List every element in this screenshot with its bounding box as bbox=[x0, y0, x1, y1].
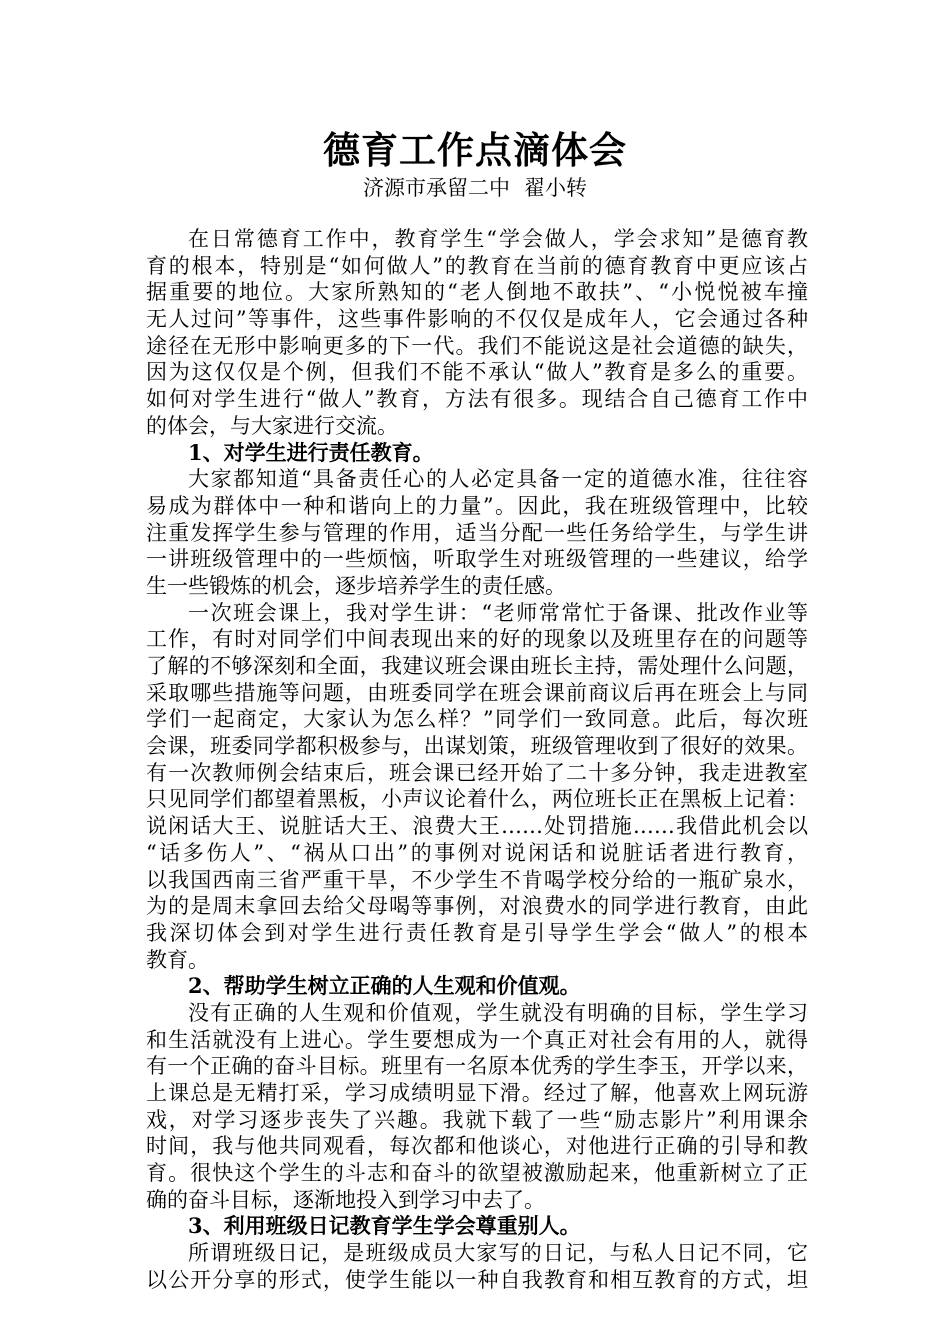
author-line bbox=[0, 174, 950, 202]
body-line: 如何对学生进行“做人”教育，方法有很多。现结合自己德育工作中 bbox=[146, 387, 808, 412]
body-line: “话多伤人”、“祸从口出”的事例对说闲话和说脏话者进行教育， bbox=[146, 840, 808, 865]
paragraph-first-line: 大家都知道“具备责任心的人必定具备一定的道德水准，往往容 bbox=[188, 467, 808, 492]
body-line: 无人过问”等事件，这些事件影响的不仅仅是成年人，它会通过各种 bbox=[146, 307, 808, 332]
body-line: 途径在无形中影响更多的下一代。我们不能说这是社会道德的缺失， bbox=[146, 333, 808, 358]
body-line: 有一个正确的奋斗目标。班里有一名原本优秀的学生李玉，开学以来， bbox=[146, 1054, 808, 1079]
body-line: 了解的不够深刻和全面，我建议班会课由班长主持，需处理什么问题， bbox=[146, 654, 808, 678]
body-line: 一讲班级管理中的一些烦恼，听取学生对班级管理的一些建议，给学 bbox=[146, 547, 808, 572]
body-line: 因为这仅仅是个例，但我们不能不承认“做人”教育是多么的重要。 bbox=[146, 360, 808, 385]
paragraph-first-line: 一次班会课上，我对学生讲：“老师常常忙于备课、批改作业等 bbox=[188, 600, 808, 625]
body-line: 易成为群体中一种和谐向上的力量”。因此，我在班级管理中，比较 bbox=[146, 493, 808, 518]
body-line: 据重要的地位。大家所熟知的“老人倒地不敢扶”、“小悦悦被车撞 bbox=[146, 280, 808, 305]
paragraph-last-line: 教育。 bbox=[146, 947, 209, 972]
section-heading: 2、帮助学生树立正确的人生观和价值观。 bbox=[188, 973, 581, 999]
body-line: 以我国西南三省严重干旱，不少学生不肯喝学校分给的一瓶矿泉水， bbox=[146, 867, 808, 892]
body-line: 工作，有时对同学们中间表现出来的好的现象以及班里存在的问题等 bbox=[146, 627, 808, 652]
body-line: 采取哪些措施等问题，由班委同学在班会课前商议后再在班会上与同 bbox=[146, 680, 808, 705]
paragraph-last-line: 生一些锻炼的机会，逐步培养学生的责任感。 bbox=[146, 573, 566, 598]
section-heading: 1、对学生进行责任教育。 bbox=[188, 439, 434, 465]
body-line: 注重发挥学生参与管理的作用，适当分配一些任务给学生，与学生讲 bbox=[146, 520, 808, 545]
body-line: 育的根本，特别是“如何做人”的教育在当前的德育教育中更应该占 bbox=[146, 253, 808, 278]
section-heading: 3、利用班级日记教育学生学会尊重别人。 bbox=[188, 1213, 581, 1239]
body-line: 有一次教师例会结束后，班会课已经开始了二十多分钟，我走进教室 bbox=[146, 760, 808, 785]
body-line: 我深切体会到对学生进行责任教育是引导学生学会“做人”的根本 bbox=[146, 920, 808, 945]
paragraph-last-line: 的体会，与大家进行交流。 bbox=[146, 413, 398, 438]
document-body bbox=[146, 226, 808, 1294]
author-name: 翟小转 bbox=[524, 176, 587, 200]
body-line: 学们一起商定，大家认为怎么样？”同学们一致同意。此后，每次班 bbox=[146, 707, 808, 732]
body-line: 上课总是无精打采，学习成绩明显下滑。经过了解，他喜欢上网玩游 bbox=[146, 1081, 808, 1105]
paragraph-first-line: 所谓班级日记，是班级成员大家写的日记，与私人日记不同，它 bbox=[188, 1241, 808, 1266]
body-line: 为的是周末拿回去给父母喝等事例，对浪费水的同学进行教育，由此 bbox=[146, 894, 808, 919]
body-line: 时间，我与他共同观看，每次都和他谈心，对他进行正确的引导和教 bbox=[146, 1134, 808, 1159]
paragraph-first-line: 在日常德育工作中，教育学生“学会做人，学会求知”是德育教 bbox=[188, 227, 808, 251]
author-school: 济源市承留二中 bbox=[363, 176, 510, 200]
paragraph-last-line: 确的奋斗目标，逐渐地投入到学习中去了。 bbox=[146, 1187, 545, 1212]
body-line: 育。很快这个学生的斗志和奋斗的欲望被激励起来，他重新树立了正 bbox=[146, 1161, 808, 1186]
body-line: 说闲话大王、说脏话大王、浪费大王……处罚措施……我借此机会以 bbox=[146, 814, 808, 839]
body-line: 会课，班委同学都积极参与，出谋划策，班级管理收到了很好的效果。 bbox=[146, 734, 808, 759]
body-line: 只见同学们都望着黑板，小声议论着什么，两位班长正在黑板上记着： bbox=[146, 787, 808, 812]
body-line: 戏，对学习逐步丧失了兴趣。我就下载了一些“励志影片”利用课余 bbox=[146, 1107, 808, 1132]
paragraph-first-line: 没有正确的人生观和价值观，学生就没有明确的目标，学生学习 bbox=[188, 1000, 808, 1025]
body-line: 和生活就没有上进心。学生要想成为一个真正对社会有用的人，就得 bbox=[146, 1027, 808, 1052]
document-title: 德育工作点滴体会 bbox=[323, 128, 627, 172]
body-line: 以公开分享的形式，使学生能以一种自我教育和相互教育的方式，坦 bbox=[146, 1267, 808, 1292]
